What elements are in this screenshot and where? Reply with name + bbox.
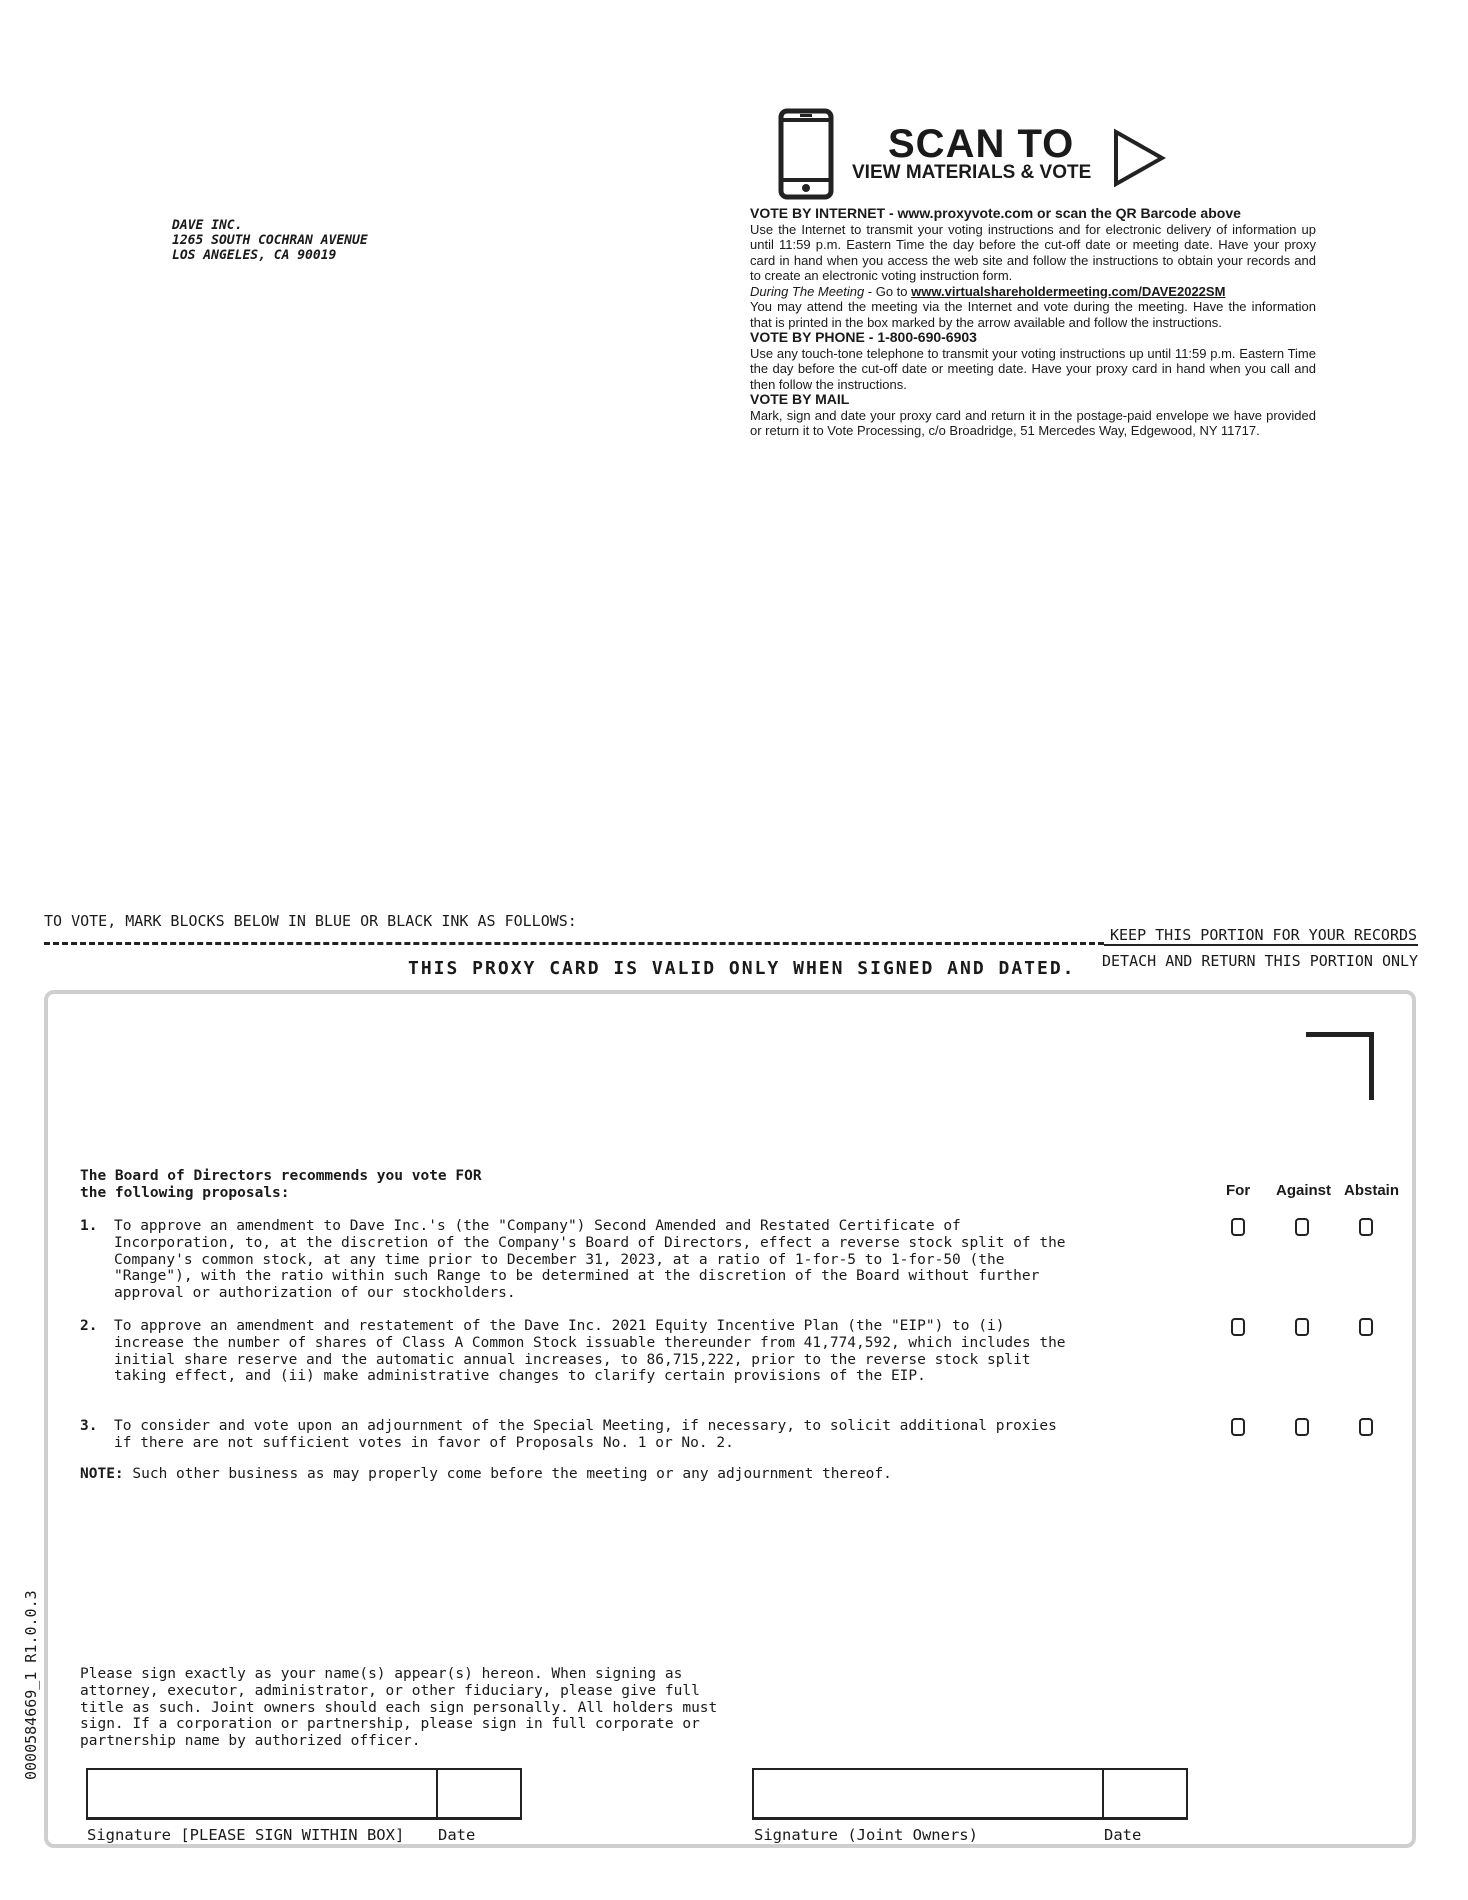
proposal-item xyxy=(80,1218,1066,1302)
proposal-3-against-checkbox[interactable] xyxy=(1295,1418,1309,1436)
internet-body: Use the Internet to transmit your voting instructions and for electronic delivery of information up until 11:59 p.m. Eastern Time the day before the cut-off date or meeting date. Have your proxy card in hand when you access the web site and follow the instructions to obtain your records and to create an electronic voting instruction form. xyxy=(750,221,1316,283)
proposal-2-for-checkbox[interactable] xyxy=(1231,1318,1245,1336)
keep-portion-label: KEEP THIS PORTION FOR YOUR RECORDS xyxy=(1110,926,1418,944)
meeting-link[interactable]: www.virtualshareholdermeeting.com/DAVE2022SM xyxy=(911,283,1226,299)
meeting-goto: - Go to xyxy=(864,283,912,299)
phone-icon xyxy=(778,108,834,200)
proposal-number: 3. xyxy=(80,1418,98,1434)
play-triangle-icon xyxy=(1112,128,1166,188)
proposal-item xyxy=(80,1418,1057,1452)
proposal-item xyxy=(80,1318,1066,1385)
address-line: LOS ANGELES, CA 90019 xyxy=(172,248,337,263)
joint-signature-box[interactable] xyxy=(752,1768,1104,1820)
proposal-3-abstain-checkbox[interactable] xyxy=(1359,1418,1373,1436)
address-line: 1265 SOUTH COCHRAN AVENUE xyxy=(172,233,368,248)
note-text: Such other business as may properly come before the meeting or any adjournment thereof. xyxy=(123,1466,892,1482)
corner-registration-mark xyxy=(1306,1032,1374,1100)
proposal-text: To approve an amendment and restatement of the Dave Inc. 2021 Equity Incentive Plan (the "EIP") to (i) increase the number of shares of Class A Common Stock issuable thereunder from 41,774,592, which includes the initial share reserve and the automatic annual increases, to 86,715,222, prior to the reverse stock split taking effect, and (ii) make administrative changes to clarify certain provisions of the EIP. xyxy=(114,1318,1066,1385)
joint-signature-label: Signature (Joint Owners) xyxy=(754,1826,978,1844)
mail-body: Mark, sign and date your proxy card and return it in the postage-paid envelope we have provided or return it to Vote Processing, c/o Broadridge, 51 Mercedes Way, Edgewood, NY 11717. xyxy=(750,407,1316,438)
vote-instructions xyxy=(750,206,1316,439)
proposal-1-against-checkbox[interactable] xyxy=(1295,1218,1309,1236)
proposal-1-for-checkbox[interactable] xyxy=(1231,1218,1245,1236)
proposal-number: 1. xyxy=(80,1218,98,1234)
phone-heading: VOTE BY PHONE - 1-800-690-6903 xyxy=(750,329,977,345)
valid-notice: THIS PROXY CARD IS VALID ONLY WHEN SIGNED AND DATED. xyxy=(408,958,1076,979)
proposal-text: To approve an amendment to Dave Inc.'s (the "Company") Second Amended and Restated Certificate of Incorporation, to, at the discretion of the Company's Board of Directors, effect a reverse stock split of the Company's common stock, at any time prior to December 31, 2023, at a ratio of 1-for-5 to 1-for-50 (the "Range"), with the ratio within such Range to be determined at the discretion of the Board without further approval or authorization of our stockholders. xyxy=(114,1218,1066,1302)
board-recommendation xyxy=(80,1168,482,1202)
proposal-2-against-checkbox[interactable] xyxy=(1295,1318,1309,1336)
board-line: The Board of Directors recommends you vote FOR xyxy=(80,1168,482,1184)
column-for: For xyxy=(1226,1182,1251,1199)
signature-label: Signature [PLEASE SIGN WITHIN BOX] xyxy=(87,1826,405,1844)
note-line xyxy=(80,1466,892,1482)
column-abstain: Abstain xyxy=(1344,1182,1400,1199)
joint-date-box[interactable] xyxy=(1102,1768,1188,1820)
meeting-line xyxy=(750,284,1316,300)
proposal-1-abstain-checkbox[interactable] xyxy=(1359,1218,1373,1236)
mail-heading: VOTE BY MAIL xyxy=(750,391,850,407)
detach-portion-label: DETACH AND RETURN THIS PORTION ONLY xyxy=(1102,952,1419,970)
cut-line xyxy=(44,942,1104,945)
to-vote-instruction: TO VOTE, MARK BLOCKS BELOW IN BLUE OR BLACK INK AS FOLLOWS: xyxy=(44,912,577,930)
date-box[interactable] xyxy=(436,1768,522,1820)
date-label: Date xyxy=(438,1826,476,1844)
mailing-address xyxy=(172,218,368,263)
proposal-3-for-checkbox[interactable] xyxy=(1231,1418,1245,1436)
address-line: DAVE INC. xyxy=(172,218,243,233)
scan-heading: SCAN TO xyxy=(888,122,1075,166)
side-control-code: 0000584669_1 R1.0.0.3 xyxy=(22,1590,40,1780)
meeting-body: You may attend the meeting via the Internet and vote during the meeting. Have the information that is printed in the box marked by the arrow available and follow the instructions. xyxy=(750,299,1316,330)
proposal-text: To consider and vote upon an adjournment of the Special Meeting, if necessary, to solicit additional proxies if there are not sufficient votes in favor of Proposals No. 1 or No. 2. xyxy=(114,1418,1057,1451)
joint-date-label: Date xyxy=(1104,1826,1142,1844)
proposal-2-abstain-checkbox[interactable] xyxy=(1359,1318,1373,1336)
phone-body: Use any touch-tone telephone to transmit your voting instructions up until 11:59 p.m. Eastern Time the day before the cut-off date or meeting date. Have your proxy card in hand when you call and then follow the instructions. xyxy=(750,345,1316,392)
signing-instructions: Please sign exactly as your name(s) appear(s) hereon. When signing as attorney, executor, administrator, or other fiduciary, please give full title as such. Joint owners should each sign personally. All holders must sign. If a corporation or partnership, please sign in full corporate or partnership name by authorized officer. xyxy=(80,1666,718,1750)
board-line: the following proposals: xyxy=(80,1185,290,1201)
internet-heading: VOTE BY INTERNET - www.proxyvote.com or scan the QR Barcode above xyxy=(750,205,1241,221)
note-label: NOTE: xyxy=(80,1466,124,1482)
keep-rule-divider xyxy=(1104,944,1418,946)
proposal-number: 2. xyxy=(80,1318,98,1334)
scan-subheading: VIEW MATERIALS & VOTE xyxy=(852,162,1092,183)
signature-box[interactable] xyxy=(86,1768,438,1820)
meeting-label: During The Meeting xyxy=(750,283,865,299)
column-against: Against xyxy=(1276,1182,1332,1199)
